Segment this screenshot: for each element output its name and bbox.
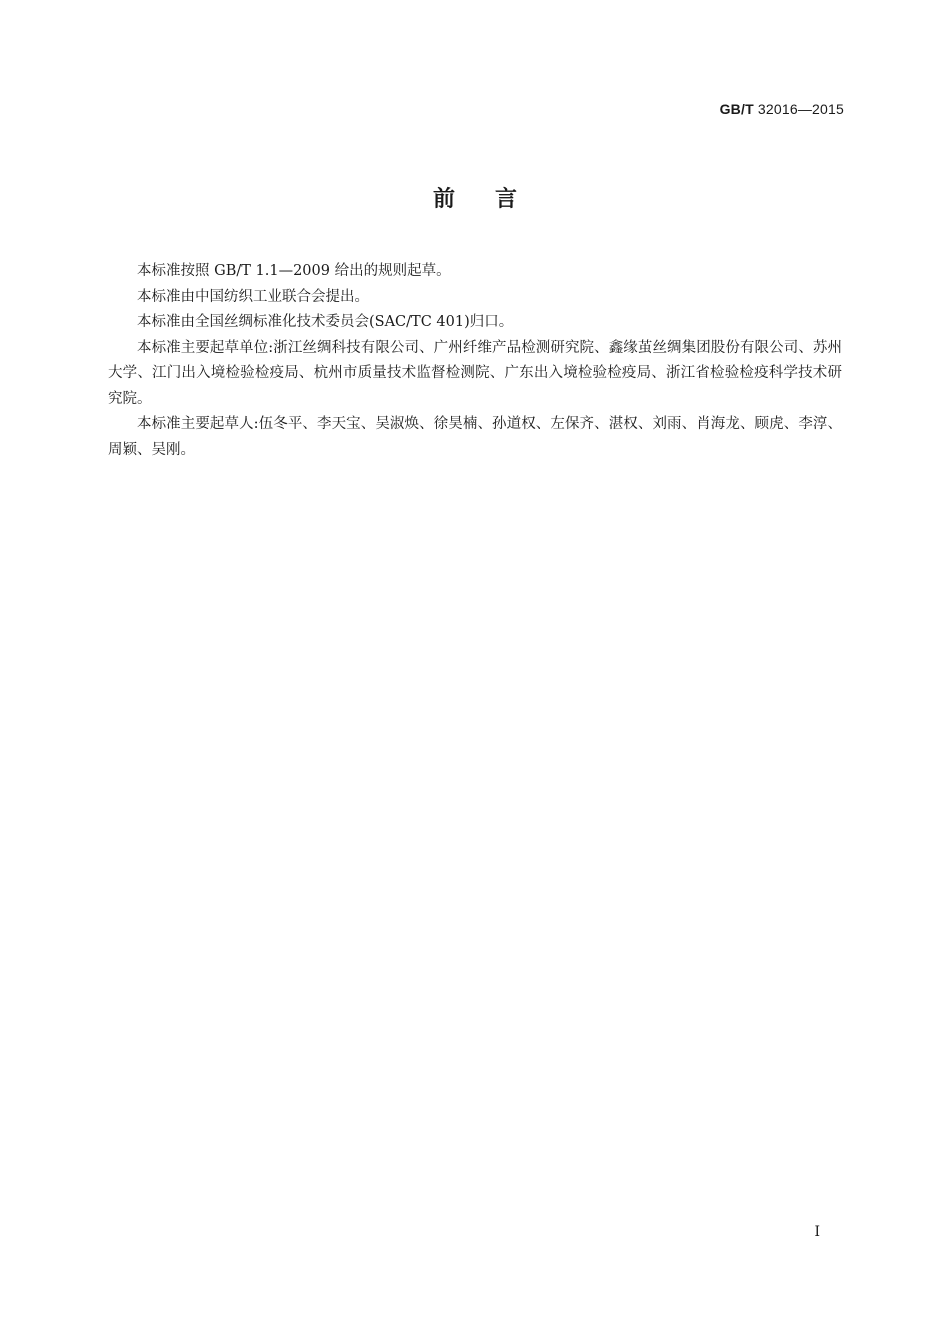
foreword-body (108, 259, 842, 463)
paragraph-proposer: 本标准由中国纺织工业联合会提出。 (137, 288, 369, 305)
paragraph-drafting-rules: 本标准按照 GB/T 1.1—2009 给出的规则起草。 (137, 263, 451, 279)
paragraph-drafting-units: 本标准主要起草单位:浙江丝绸科技有限公司、广州纤维产品检测研究院、鑫缘茧丝绸集团股份有限公司、苏州大学、江门出入境检验检疫局、杭州市质量技术监督检测院、广东出入境检验检疫局、浙江省检验检疫科学技术研究院。 (108, 339, 842, 407)
standard-code (720, 101, 844, 117)
standard-number: 32016—2015 (757, 101, 844, 117)
paragraph-committee: 本标准由全国丝绸标准化技术委员会(SAC/TC 401)归口。 (137, 314, 514, 330)
page-title: 前言 (432, 187, 557, 212)
paragraph-drafters: 本标准主要起草人:伍冬平、李天宝、吴淑焕、徐昊楠、孙道权、左保齐、湛权、刘雨、肖海龙、顾虎、李淳、周颖、吴刚。 (108, 416, 842, 458)
standard-prefix: GB/T (719, 101, 754, 117)
page-number: I (814, 1224, 820, 1240)
